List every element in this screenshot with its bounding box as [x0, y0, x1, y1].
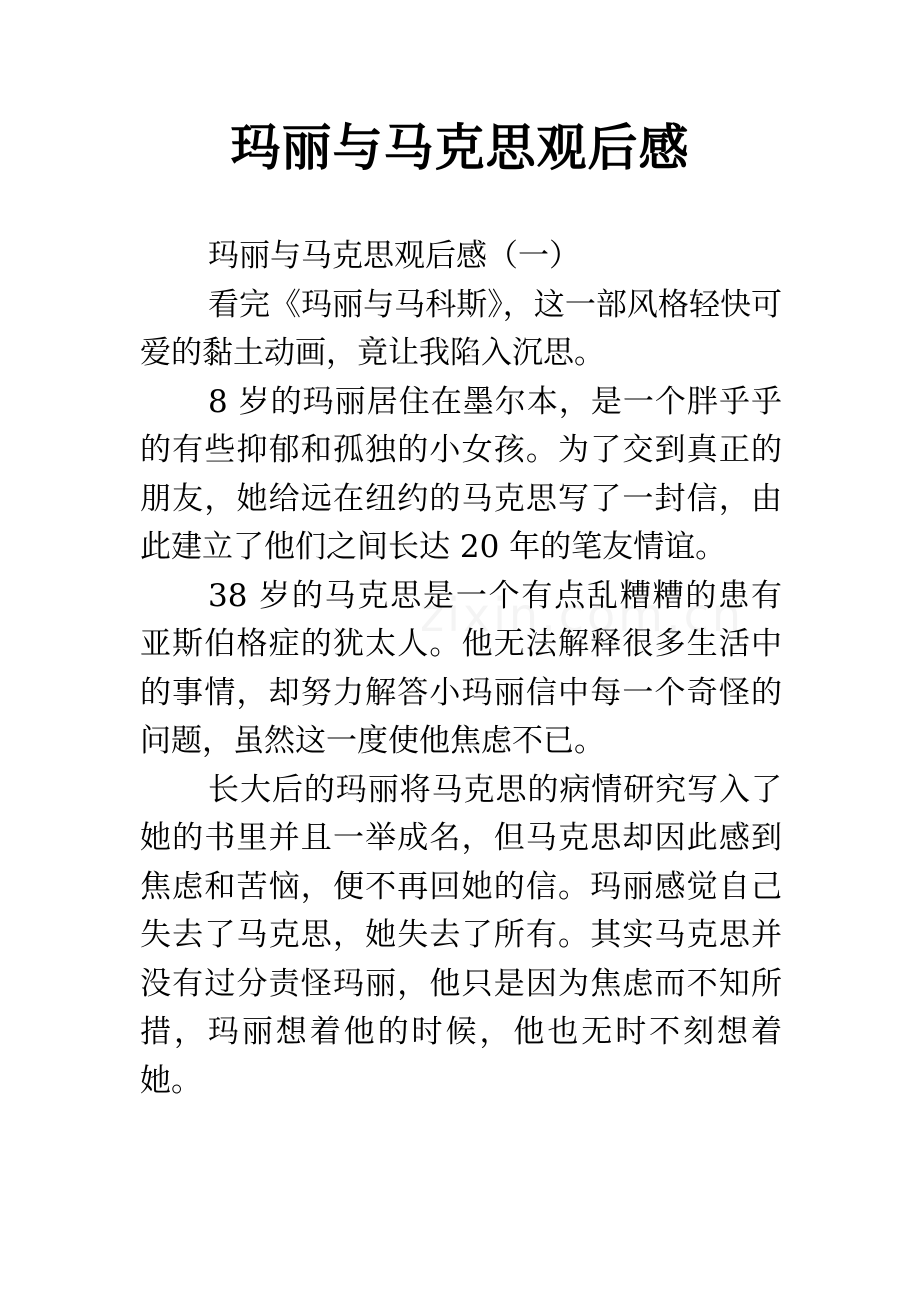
paragraph-mary: 8 岁的玛丽居住在墨尔本，是一个胖乎乎的有些抑郁和孤独的小女孩。为了交到真正的朋友，她给远在纽约的马克思写了一封信，由此建立了他们之间长达 20 年的笔友情谊。 [140, 383, 782, 565]
paragraph-intro: 看完《玛丽与马科斯》，这一部风格轻快可爱的黏土动画，竟让我陷入沉思。 [140, 286, 782, 371]
document-body [140, 232, 782, 1105]
paragraph-subtitle: 玛丽与马克思观后感（一） [208, 238, 580, 274]
document-title: 玛丽与马克思观后感 [230, 118, 690, 177]
paragraph-conclusion: 长大后的玛丽将马克思的病情研究写入了她的书里并且一举成名，但马克思却因此感到焦虑和苦恼，便不再回她的信。玛丽感觉自己失去了马克思，她失去了所有。其实马克思并没有过分责怪玛丽，他只是因为焦虑而不知所措，玛丽想着他的时候，他也无时不刻想着她。 [140, 771, 782, 1099]
paragraph-max: 38 岁的马克思是一个有点乱糟糟的患有亚斯伯格症的犹太人。他无法解释很多生活中的事情，却努力解答小玛丽信中每一个奇怪的问题，虽然这一度使他焦虑不已。 [140, 577, 782, 759]
